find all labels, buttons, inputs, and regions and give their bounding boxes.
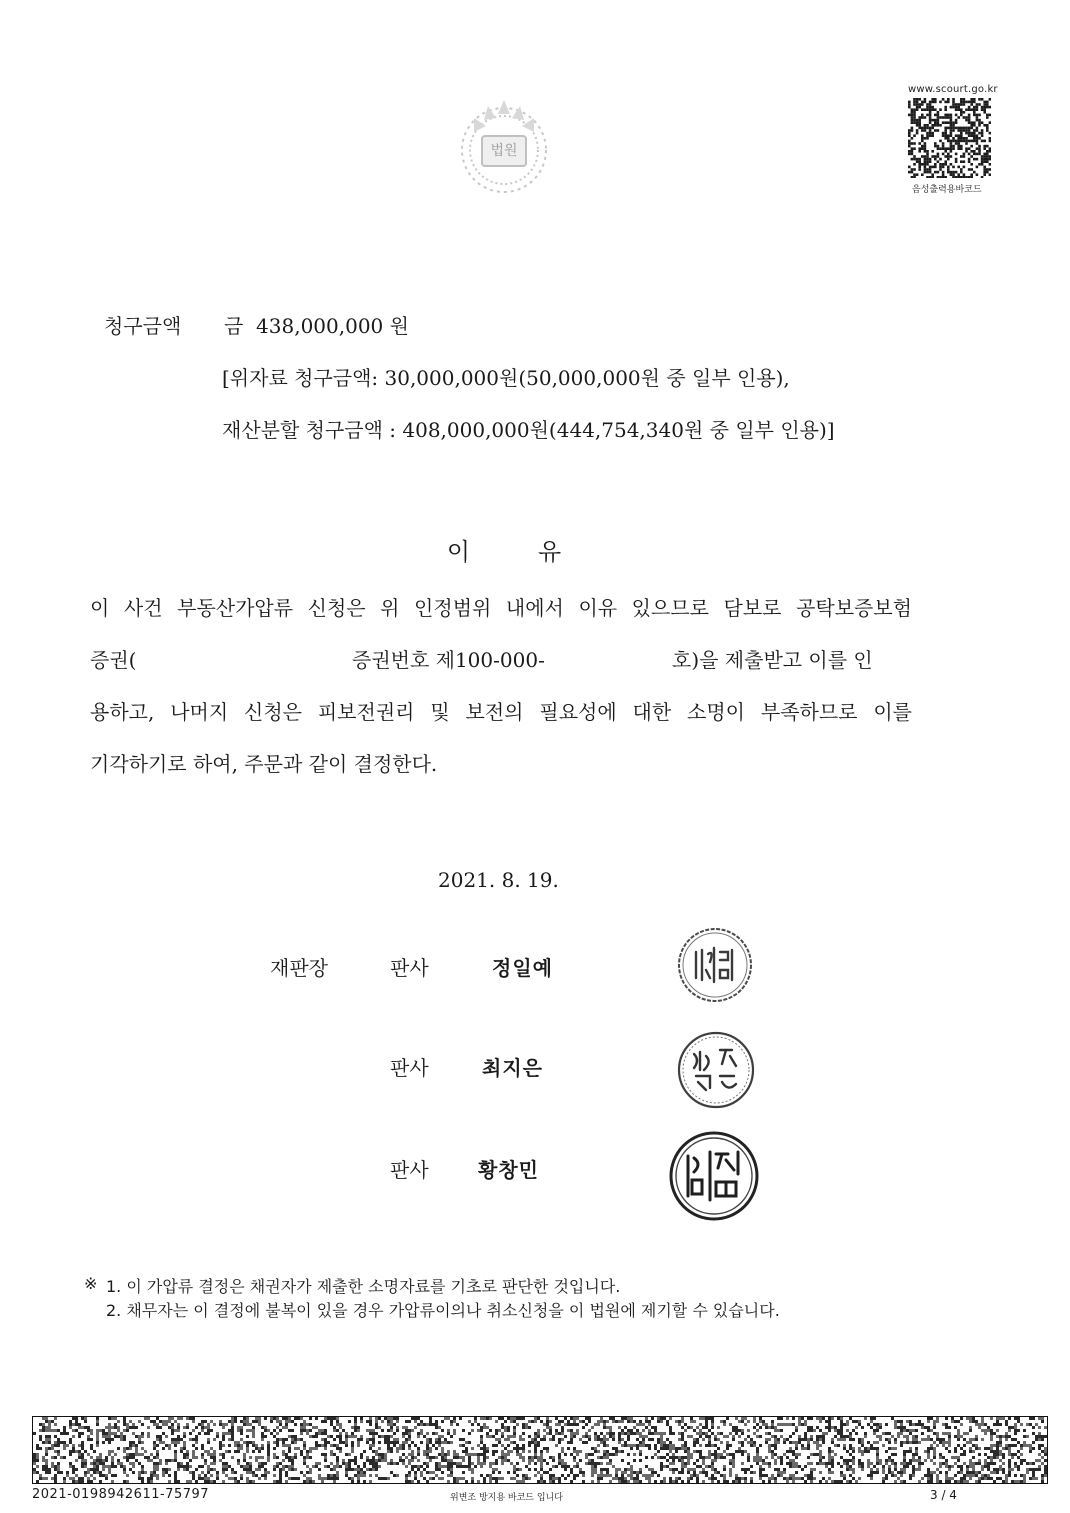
qr-caption: 음성출력용바코드: [912, 185, 982, 195]
section-title: [0, 532, 1000, 567]
anti-forgery-barcode-icon: [32, 1416, 1048, 1484]
decision-date: 2021. 8. 19.: [438, 868, 559, 892]
qr-code-icon: [908, 98, 991, 178]
judge3-name: 황창민: [478, 1158, 539, 1182]
document-issue-number: 2021-0198942611-75797: [32, 1487, 210, 1502]
certificate-number: 증권번호 제100-000-: [352, 648, 545, 672]
claim-detail-line1: [위자료 청구금액: 30,000,000원(50,000,000원 중 일부 인용),: [222, 366, 790, 390]
judge2-seal-icon: [676, 1030, 756, 1110]
emblem-label: 법원: [490, 143, 518, 159]
reason-line4: 기각하기로 하여, 주문과 같이 결정한다.: [90, 752, 438, 776]
claim-detail-line2: 재산분할 청구금액 : 408,000,000원(444,754,340원 중 일부 인용)]: [222, 418, 835, 442]
judge3-title: 판사: [390, 1158, 429, 1182]
judge1-seal-icon: [676, 926, 754, 1004]
reason-line2-start: 증권(: [90, 648, 137, 672]
section-title-char1: 이: [446, 538, 472, 566]
presiding-judge-role: 재판장: [270, 956, 328, 980]
judge2-title: 판사: [390, 1056, 429, 1080]
court-emblem-icon: [448, 92, 560, 204]
claim-amount: 금 438,000,000 원: [224, 314, 409, 338]
reason-line2-end: 호)을 제출받고 이를 인: [672, 648, 873, 672]
claim-label: 청구금액: [104, 314, 182, 338]
qr-url-text: www.scourt.go.kr: [908, 84, 998, 95]
section-title-char2: 유: [538, 538, 564, 566]
judge1-name: 정일예: [492, 956, 553, 980]
reason-line3: 용하고, 나머지 신청은 피보전권리 및 보전의 필요성에 대한 소명이 부족하므로 이를: [90, 700, 912, 724]
barcode-notice: 위변조 방지용 바코드 입니다: [450, 1493, 563, 1503]
note-item-1: 1. 이 가압류 결정은 채권자가 제출한 소명자료를 기초로 판단한 것입니다.: [106, 1277, 621, 1296]
page-number: 3 / 4: [930, 1488, 957, 1502]
judge3-seal-icon: [668, 1130, 760, 1222]
judge1-title: 판사: [390, 956, 429, 980]
judge2-name: 최지은: [482, 1056, 543, 1080]
note-marker: ※: [84, 1274, 98, 1293]
reason-line1: 이 사건 부동산가압류 신청은 위 인정범위 내에서 이유 있으므로 담보로 공탁보증보험: [90, 596, 912, 620]
note-item-2: 2. 채무자는 이 결정에 불복이 있을 경우 가압류이의나 취소신청을 이 법원에 제기할 수 있습니다.: [106, 1301, 780, 1320]
